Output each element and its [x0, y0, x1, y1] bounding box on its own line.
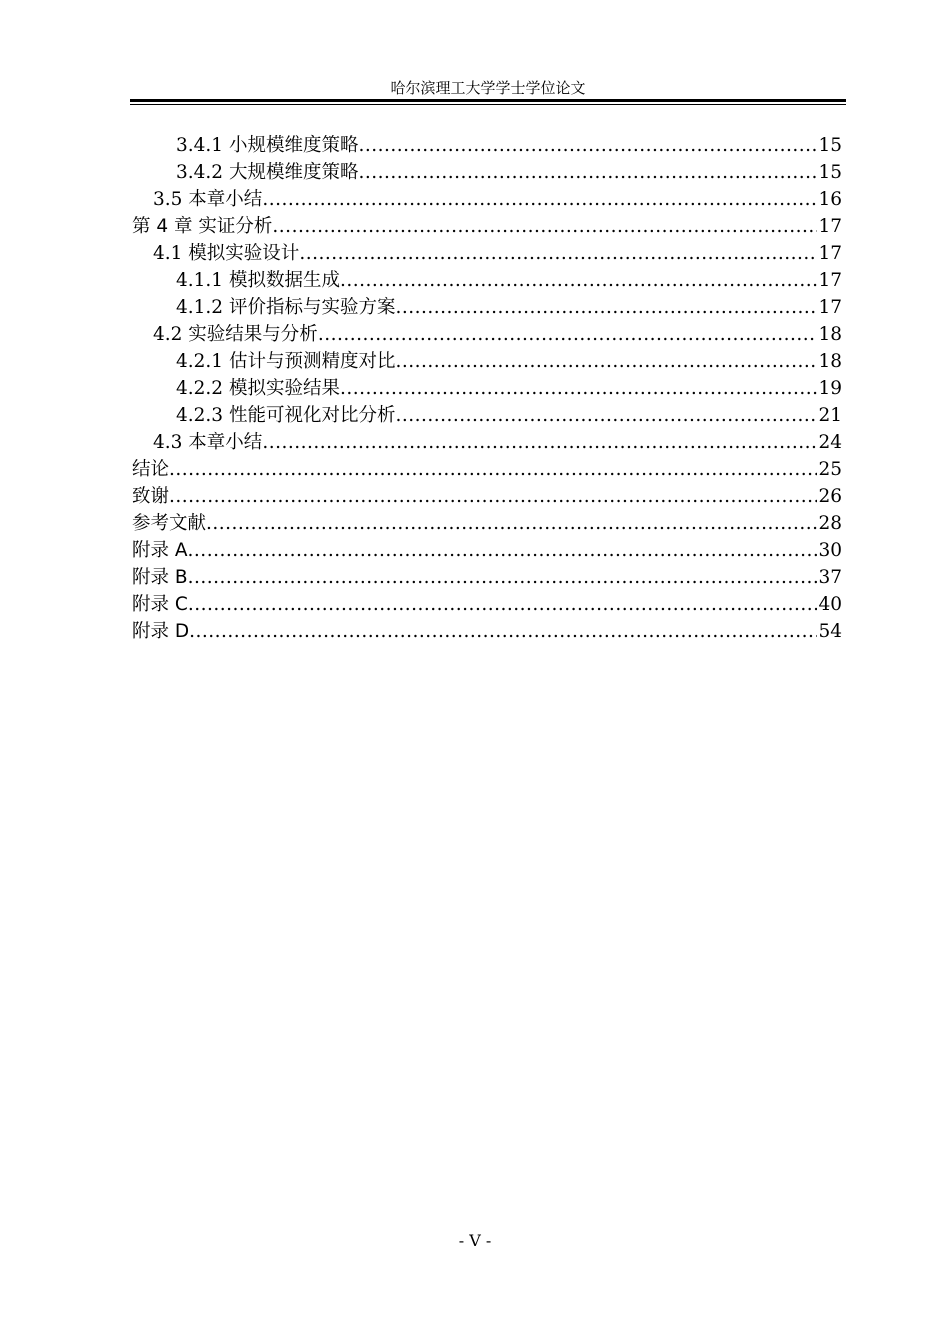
toc-entry[interactable] [132, 240, 842, 267]
toc-entry-page: 24 [818, 432, 842, 453]
toc-entry-title: 4.2 实验结果与分析 [153, 324, 318, 345]
table-of-contents [132, 132, 842, 645]
toc-entry-title: 结论 [132, 459, 170, 480]
toc-entry[interactable] [132, 375, 842, 402]
toc-entry-chapter[interactable] [132, 564, 842, 591]
toc-dot-leader [188, 537, 818, 564]
toc-dot-leader [169, 483, 817, 510]
toc-entry-title: 3.4.1 小规模维度策略 [176, 135, 359, 156]
running-header: 哈尔滨理工大学学士学位论文 [390, 79, 586, 97]
toc-entry-title: 附录 C [132, 594, 188, 615]
toc-entry-page: 19 [818, 378, 842, 399]
toc-dot-leader [358, 132, 817, 159]
toc-entry[interactable] [132, 159, 842, 186]
toc-dot-leader [358, 159, 817, 186]
toc-dot-leader [188, 591, 818, 618]
toc-entry-title: 3.4.2 大规模维度策略 [176, 162, 359, 183]
toc-entry[interactable] [132, 132, 842, 159]
toc-entry-title: 致谢 [132, 486, 170, 507]
toc-entry-page: 18 [818, 324, 842, 345]
toc-entry-chapter[interactable] [132, 537, 842, 564]
toc-dot-leader [340, 375, 817, 402]
toc-entry-page: 17 [818, 243, 842, 264]
toc-entry-title: 附录 A [132, 540, 188, 561]
toc-dot-leader [272, 213, 817, 240]
page-number: - V - [458, 1231, 492, 1250]
toc-entry-chapter[interactable] [132, 456, 842, 483]
toc-entry[interactable] [132, 321, 842, 348]
toc-entry-title: 3.5 本章小结 [153, 189, 263, 210]
toc-entry-title: 第 4 章 实证分析 [132, 216, 273, 237]
toc-entry-title: 4.2.1 估计与预测精度对比 [176, 351, 396, 372]
toc-entry-page: 37 [818, 567, 842, 588]
toc-entry[interactable] [132, 429, 842, 456]
toc-entry-page: 28 [818, 513, 842, 534]
toc-entry-title: 4.1 模拟实验设计 [153, 243, 300, 264]
toc-dot-leader [395, 294, 817, 321]
toc-entry-page: 25 [818, 459, 842, 480]
toc-dot-leader [395, 348, 817, 375]
toc-dot-leader [188, 564, 818, 591]
toc-dot-leader [189, 618, 817, 645]
toc-entry-page: 54 [818, 621, 842, 642]
toc-entry-title: 4.1.2 评价指标与实验方案 [176, 297, 396, 318]
toc-dot-leader [206, 510, 817, 537]
toc-entry-chapter[interactable] [132, 591, 842, 618]
toc-dot-leader [262, 186, 817, 213]
header-double-rule [130, 99, 846, 105]
toc-dot-leader [318, 321, 818, 348]
toc-entry[interactable] [132, 186, 842, 213]
toc-entry-page: 40 [818, 594, 842, 615]
toc-entry-chapter[interactable] [132, 618, 842, 645]
toc-entry-chapter[interactable] [132, 213, 842, 240]
toc-entry-page: 17 [818, 297, 842, 318]
toc-entry-chapter[interactable] [132, 510, 842, 537]
toc-entry-page: 15 [818, 162, 842, 183]
toc-dot-leader [169, 456, 817, 483]
toc-entry-title: 参考文献 [132, 513, 207, 534]
toc-entry-title: 4.3 本章小结 [153, 432, 263, 453]
toc-entry-page: 30 [818, 540, 842, 561]
toc-entry[interactable] [132, 294, 842, 321]
toc-dot-leader [395, 402, 817, 429]
toc-entry-chapter[interactable] [132, 483, 842, 510]
toc-entry-title: 4.2.3 性能可视化对比分析 [176, 405, 396, 426]
toc-entry[interactable] [132, 348, 842, 375]
toc-dot-leader [262, 429, 817, 456]
toc-entry-page: 15 [818, 135, 842, 156]
toc-entry-title: 4.2.2 模拟实验结果 [176, 378, 340, 399]
toc-entry-page: 18 [818, 351, 842, 372]
toc-dot-leader [340, 267, 817, 294]
toc-entry[interactable] [132, 267, 842, 294]
toc-entry[interactable] [132, 402, 842, 429]
toc-entry-title: 附录 D [132, 621, 190, 642]
toc-entry-page: 16 [818, 189, 842, 210]
toc-dot-leader [299, 240, 817, 267]
toc-entry-page: 17 [818, 270, 842, 291]
toc-entry-title: 4.1.1 模拟数据生成 [176, 270, 340, 291]
toc-entry-page: 21 [818, 405, 842, 426]
toc-entry-title: 附录 B [132, 567, 188, 588]
toc-entry-page: 17 [818, 216, 842, 237]
toc-entry-page: 26 [818, 486, 842, 507]
